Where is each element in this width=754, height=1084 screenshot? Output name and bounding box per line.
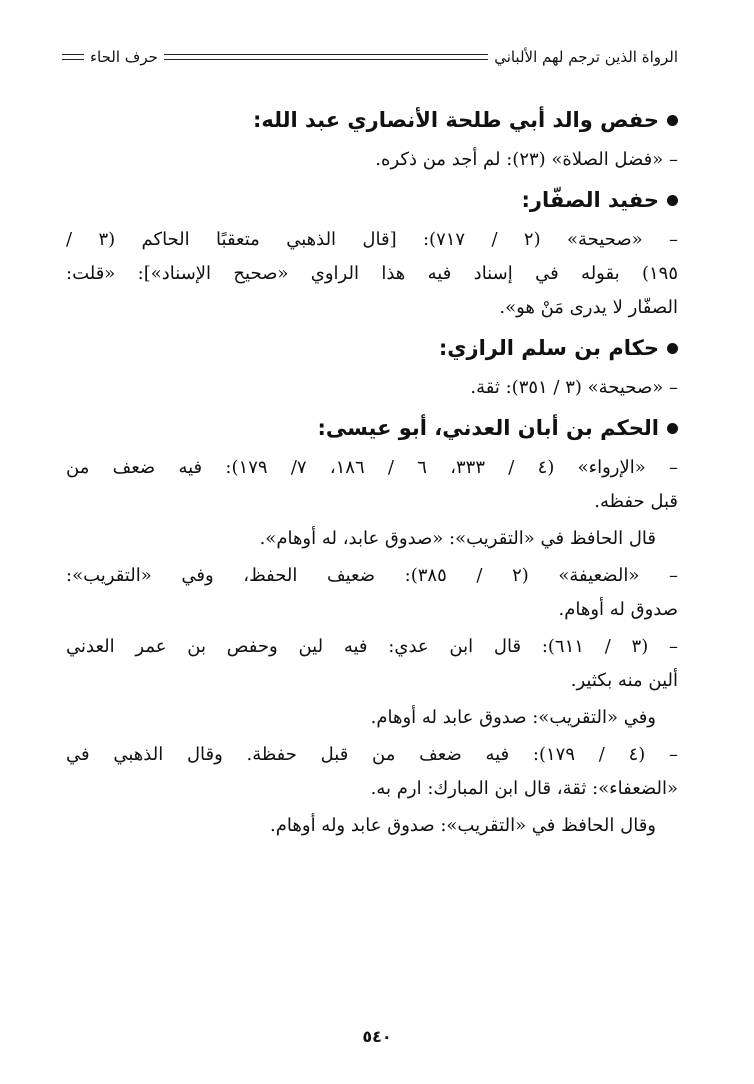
text-line: ١٩٥) بقوله في إسناد فيه هذا الراوي «صحيح الإسناد»]: «قلت: [66,263,678,284]
entry-title [66,100,678,140]
text-line: وقال الحافظ في «التقريب»: صدوق عابد وله أوهام. [270,815,656,836]
entry-title [66,328,678,368]
text-line: – (٤ / ١٧٩): فيه ضعف من قبل حفظة. وقال الذهبي في [66,744,678,765]
entry-paragraph [66,630,678,698]
page-number: ٥٤٠ [362,1027,392,1046]
entry-title-text: الحكم بن أبان العدني، أبو عيسى: [317,416,659,440]
text-line: صدوق له أوهام. [558,599,678,620]
text-line: قبل حفظه. [594,491,678,512]
entry-title-text: حفيد الصفّار: [521,188,659,212]
entry-title [66,180,678,220]
entry-paragraph [66,809,678,843]
text-line: «الضعفاء»: ثقة، قال ابن المبارك: ارم به. [370,778,678,799]
bullet-icon [667,115,678,126]
text-line: – «الضعيفة» (٢ / ٣٨٥): ضعيف الحفظ، وفي «التقريب»: [66,565,678,586]
text-line: – «فضل الصلاة» (٢٣): لم أجد من ذكره. [375,149,678,170]
bullet-icon [667,343,678,354]
bullet-icon [667,195,678,206]
text-line: ألين منه بكثير. [570,670,678,691]
entry-paragraph [66,143,678,177]
entry-paragraph [66,522,678,556]
page-content [66,98,678,846]
text-line: – (٣ / ٦١١): قال ابن عدي: فيه لين وحفص بن عمر العدني [66,636,678,657]
chapter-title: حرف الحاء [90,48,158,66]
header-rule [164,54,488,60]
book-title: الرواة الذين ترجم لهم الألباني [494,48,678,66]
entry-paragraph [66,371,678,405]
text-line: قال الحافظ في «التقريب»: «صدوق عابد، له أوهام». [259,528,656,549]
text-line: الصفّار لا يدرى مَنْ هو». [499,297,678,318]
text-line: – «صحيحة» (٣ / ٣٥١): ثقة. [470,377,678,398]
entry-paragraph [66,451,678,519]
entry-paragraph [66,223,678,325]
entry-title [66,408,678,448]
entry-title-text: حكام بن سلم الرازي: [438,336,659,360]
text-line: – «الإرواء» (٤ / ٣٣٣، ٦ / ١٨٦، ٧/ ١٧٩): فيه ضعف من [66,457,678,478]
entry-paragraph [66,559,678,627]
entry-paragraph [66,701,678,735]
header-end-rule [62,54,84,60]
text-line: وفي «التقريب»: صدوق عابد له أوهام. [370,707,656,728]
running-header [62,44,678,70]
bullet-icon [667,423,678,434]
text-line: – «صحيحة» (٢ / ٧١٧): [قال الذهبي متعقبًا الحاكم (٣ / [66,229,678,250]
entry-paragraph [66,738,678,806]
entry-title-text: حفص والد أبي طلحة الأنصاري عبد الله: [252,108,659,132]
